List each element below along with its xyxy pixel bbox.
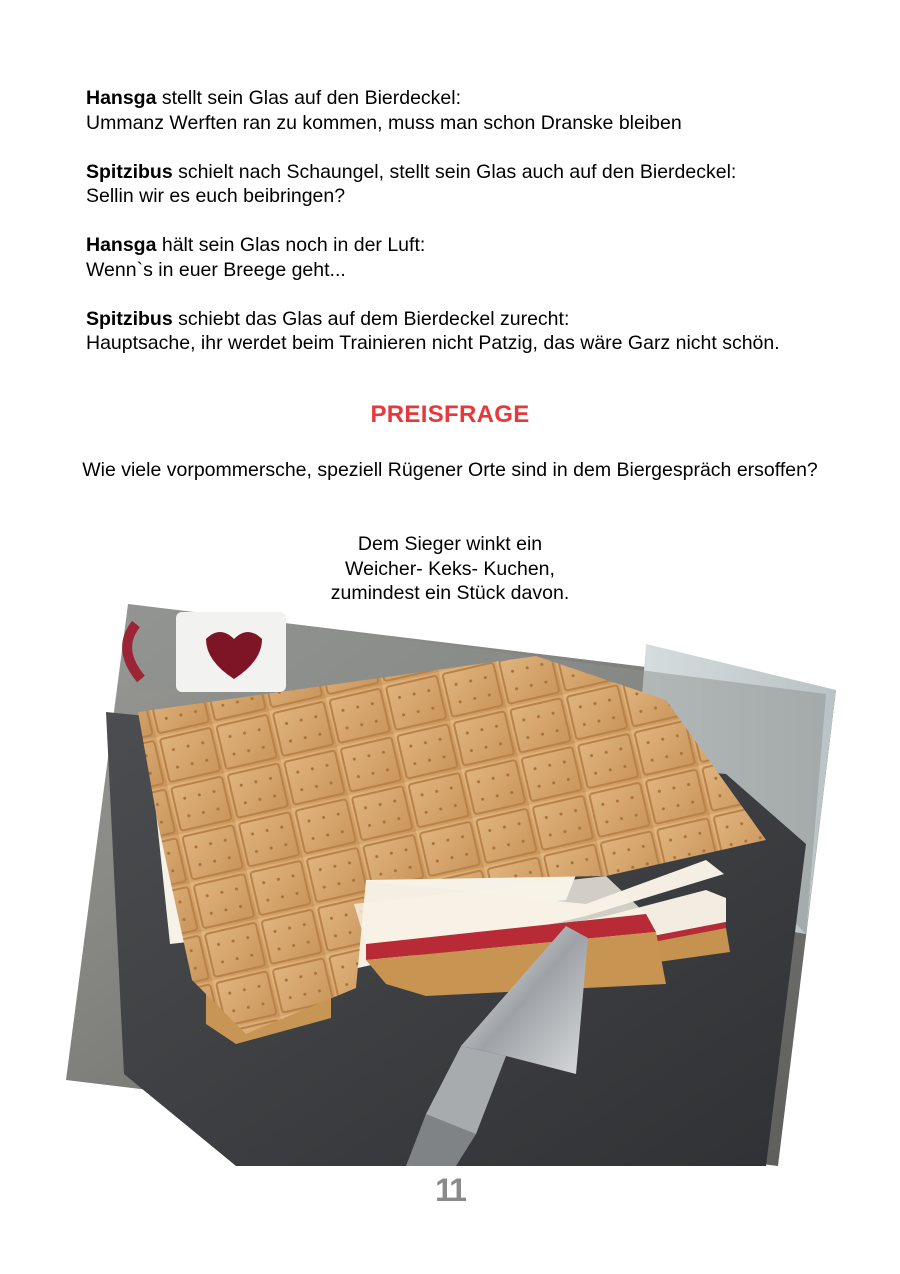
prize-line: Weicher- Keks- Kuchen, (345, 557, 555, 580)
spoken-line: Ummanz Werften ran zu kommen, muss man schon Dranske bleiben (86, 111, 682, 134)
speaker-name: Spitzibus (86, 160, 173, 183)
dialogue-turn-2 (86, 160, 816, 209)
page-number: 11 (435, 1172, 465, 1208)
prize-text (0, 532, 900, 606)
speaker-name: Spitzibus (86, 307, 173, 330)
prize-line: zumindest ein Stück davon. (330, 582, 570, 604)
speaker-action: schiebt das Glas auf dem Bierdeckel zurecht: (172, 307, 570, 330)
speaker-name: Hansga (86, 234, 157, 256)
dialogue (86, 86, 816, 380)
spoken-line: Sellin wir es euch beibringen? (86, 185, 346, 207)
speaker-action: hält sein Glas noch in der Luft: (156, 234, 426, 256)
dialogue-turn-4 (86, 307, 816, 356)
spoken-line: Wenn`s in euer Breege geht... (86, 258, 346, 281)
dialogue-turn-3 (86, 233, 816, 282)
quiz-question: Wie viele vorpommersche, speziell Rügener Orte sind in dem Biergespräch ersoffen? (82, 459, 818, 481)
speaker-action: schielt nach Schaungel, stellt sein Glas auch auf den Bierdeckel: (172, 160, 737, 183)
speaker-name: Hansga (86, 87, 157, 109)
dialogue-turn-1 (86, 86, 816, 135)
quiz-title: PREISFRAGE (370, 401, 530, 428)
speaker-action: stellt sein Glas auf den Bierdeckel: (156, 87, 462, 109)
spoken-line: Hauptsache, ihr werdet beim Trainieren nicht Patzig, das wäre Garz nicht schön. (86, 332, 780, 354)
cake-photo (66, 604, 836, 1166)
prize-line: Dem Sieger winkt ein (357, 533, 543, 555)
